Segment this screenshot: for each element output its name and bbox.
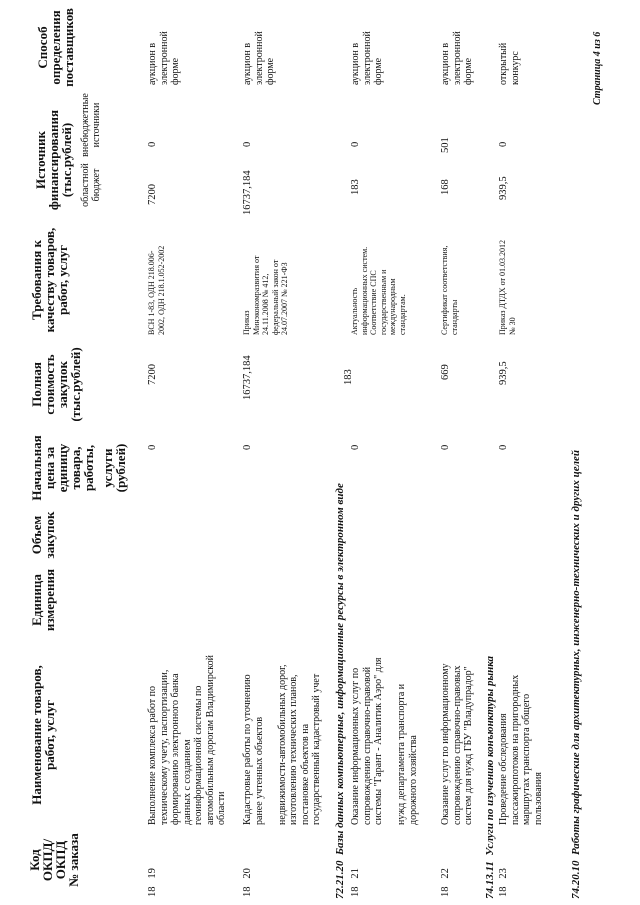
header-unit-line: измерения (42, 568, 57, 632)
header-total-line: закупок (55, 361, 70, 409)
name-line: ранее учтенных объектов (253, 716, 265, 825)
regional-budget: 183 (350, 179, 361, 195)
table-row (350, 868, 361, 897)
method-line: форме (463, 57, 474, 85)
header-requirements-line: качеству товаров, (42, 227, 57, 333)
name-line: Выполнение комплекса работ по (147, 685, 158, 825)
requirements-line: государственным и (378, 269, 388, 335)
header-price (30, 433, 127, 503)
regional-budget: 7200 (147, 184, 158, 205)
method-line: электронной (253, 31, 265, 85)
row-method (440, 5, 475, 85)
header-code-line: Код (27, 849, 42, 871)
regional-budget: 16737,184 (242, 170, 253, 215)
table-row (498, 868, 509, 897)
method-line: аукцион в (242, 42, 253, 85)
requirements-line: международным (388, 278, 397, 335)
row-name (242, 635, 323, 825)
header-funding-extra (80, 90, 102, 160)
unit-price: 0 (242, 444, 253, 450)
section-code: 74.20.10 (570, 860, 582, 899)
name-line: системы "Гарант - Аналитик Аэро" для (373, 657, 384, 825)
method-line: электронной (158, 31, 170, 85)
order-number: 21 (350, 868, 361, 879)
name-line: государственный кадастровый учет (311, 673, 322, 825)
requirements-line: стандарты (449, 299, 459, 335)
method-line: форме (373, 57, 384, 85)
total-cost: 183 (343, 369, 354, 385)
requirements-line: № 30 (507, 317, 517, 335)
header-requirements-line: Требования к (29, 240, 44, 320)
table-row (242, 868, 253, 897)
header-code-line: ОКПД (53, 840, 68, 880)
section-heading (570, 450, 582, 899)
unit-price: 0 (498, 444, 509, 450)
method-line: аукцион в (440, 42, 451, 85)
name-line: изготовлению технических планов, (288, 674, 299, 825)
requirements-line: Приказ ДТДХ от 01.03.2012 (498, 240, 507, 335)
extra-budget: 0 (350, 141, 361, 147)
row-requirements (147, 215, 166, 335)
section-title: Работы графические для архитектурных, инженерно-технических и других целей (570, 449, 582, 855)
extra-budget: 0 (242, 141, 253, 147)
header-total-line: стоимость (42, 354, 57, 415)
header-volume (30, 505, 56, 565)
table-row (147, 868, 158, 897)
section-heading (484, 656, 496, 899)
header-method-line: определения (48, 10, 63, 85)
okpd-code: 18 (147, 886, 158, 897)
name-line: Оказание информационных услуг по (350, 667, 361, 825)
regional-budget: 168 (440, 179, 451, 195)
order-number: 19 (147, 868, 158, 879)
header-price-line: (рублей) (113, 443, 128, 493)
header-method-line: поставщиков (61, 8, 76, 87)
row-method (147, 5, 182, 85)
regional-budget: 939,5 (498, 176, 509, 200)
total-cost: 7200 (147, 364, 158, 385)
method-line: форме (170, 57, 181, 85)
section-code: 72.21.20 (334, 860, 346, 899)
header-code-line: ОКПД/ (40, 838, 55, 882)
requirements-line: 24.07.2007 № 221-ФЗ (280, 262, 289, 335)
header-price-line: услуги (100, 448, 115, 488)
name-line (265, 635, 277, 825)
header-total-line: Полная (29, 362, 44, 407)
section-code: 74.13.11 (484, 861, 496, 899)
row-requirements (242, 215, 290, 335)
header-method (36, 5, 75, 90)
header-total (30, 342, 82, 427)
header-code (28, 817, 80, 903)
header-funding-line: финансирования (46, 109, 61, 211)
name-line (385, 630, 397, 825)
row-name (350, 630, 419, 825)
requirements-line: информационных систем. (359, 246, 369, 335)
requirements-line: 2002, ОДН 218.1.052-2002 (156, 245, 166, 335)
header-funding-regional (80, 155, 102, 215)
requirements-line: Приказ (242, 310, 251, 335)
name-line: недвижимости-автомобильных дорог, (276, 664, 288, 825)
header-volume-line: закупок (42, 511, 57, 559)
row-requirements (498, 215, 517, 335)
name-line: формированию электронного банка (170, 673, 181, 825)
header-unit (30, 565, 56, 635)
header-extra-line: источники (91, 102, 102, 148)
name-line: нужд департамента транспорта и (396, 683, 407, 825)
okpd-code: 18 (242, 886, 253, 897)
total-cost: 16737,184 (242, 355, 253, 400)
row-name (498, 630, 544, 825)
method-line: аукцион в (350, 42, 361, 85)
header-total-line: (тыс.рублей) (68, 347, 83, 422)
header-funding-line: (тыс.рублей) (59, 122, 74, 198)
header-price-line: работы, (81, 444, 96, 492)
unit-price: 0 (147, 444, 158, 450)
method-line: аукцион в (147, 42, 158, 85)
unit-price: 0 (350, 444, 361, 450)
header-regional-line: бюджет (91, 168, 102, 202)
row-method (242, 5, 277, 85)
okpd-code: 18 (498, 886, 509, 897)
row-name (440, 630, 475, 825)
header-regional-line: областной (80, 163, 91, 207)
section-title: Услуги по изучению конъюнктуры рынка (484, 655, 496, 856)
method-line: форме (265, 57, 276, 85)
name-line: систем для нужд ГБУ "Владупрадор" (463, 666, 474, 825)
name-line: пользования (532, 772, 544, 825)
section-heading (334, 483, 346, 899)
page-number: Страница 4 из 6 (592, 31, 603, 105)
requirements-line: 24.11.2008 № 412, (261, 273, 270, 335)
name-line: сопровождению справочно-правовых (451, 665, 463, 825)
name-line: геоинформационной системы по (193, 685, 204, 825)
name-line: постановке объектов на (299, 723, 311, 825)
total-cost: 669 (440, 364, 451, 380)
name-line: Кадастровые работы по уточнению (242, 674, 253, 825)
requirements-line: федеральный закон от (270, 259, 280, 335)
row-method (498, 5, 521, 85)
unit-price: 0 (440, 444, 451, 450)
extra-budget: 0 (147, 141, 158, 147)
row-method (350, 5, 385, 85)
extra-budget: 501 (440, 137, 451, 153)
header-price-line: единицу (55, 443, 70, 493)
header-funding (34, 95, 73, 225)
row-requirements (440, 215, 459, 335)
row-name (147, 635, 228, 825)
header-name-line: работ, услуг (42, 700, 57, 770)
requirements-line: Актуальность (350, 287, 359, 335)
name-line: Проведение обследования (498, 713, 509, 825)
header-requirements (30, 215, 69, 345)
name-line: маршрутах транспорта общего (521, 693, 532, 825)
name-line: автомобильным дорогам Владимирской (204, 655, 216, 825)
okpd-code: 18 (350, 886, 361, 897)
row-requirements (350, 215, 407, 335)
requirements-line: стандартам. (397, 294, 407, 335)
extra-budget: 0 (498, 141, 509, 147)
header-funding-line: Источник (33, 130, 48, 190)
order-number: 20 (242, 868, 253, 879)
header-price-line: цена за (42, 446, 57, 490)
method-line: конкурс (509, 51, 521, 85)
header-requirements-line: работ, услуг (55, 245, 70, 315)
header-name-line: Наименование товаров, (29, 665, 44, 805)
method-line: электронной (361, 31, 373, 85)
order-number: 22 (440, 868, 451, 879)
header-code-line: № заказа (66, 833, 81, 887)
header-volume-line: Объем (29, 515, 44, 555)
section-title: Базы данных компьютерные, информационные ресурсы в электронном виде (334, 483, 346, 855)
name-line: техническому учету, паспортизации, (158, 669, 170, 825)
okpd-code: 18 (440, 886, 451, 897)
name-line: области (216, 791, 227, 825)
name-line: Оказание услуг по информационному (440, 663, 451, 825)
method-line: электронной (451, 31, 463, 85)
header-name (30, 645, 56, 825)
header-method-line: Способ (35, 26, 50, 69)
requirements-line: Минэкономразвития от (251, 255, 261, 335)
name-line: дорожного хозяйства (407, 735, 419, 825)
header-extra-line: внебюджетные (80, 93, 91, 157)
requirements-line: ВСН 1-83, ОДН 218.006- (147, 250, 156, 335)
header-unit-line: Единица (29, 574, 44, 626)
table-row (440, 868, 451, 897)
name-line: данных с созданием (181, 739, 193, 825)
requirements-line: Соответствие СПС (369, 270, 378, 335)
order-number: 23 (498, 868, 509, 879)
name-line: пассажиропотоков на пригородных (509, 674, 521, 825)
method-line: открытый (498, 42, 509, 85)
header-price-line: Начальная (29, 435, 44, 501)
header-price-line: товара, (68, 446, 83, 490)
total-cost: 939,5 (498, 361, 509, 385)
name-line: сопровождению справочно-правовой (361, 666, 373, 825)
requirements-line: Сертификат соответствия, (440, 245, 449, 335)
